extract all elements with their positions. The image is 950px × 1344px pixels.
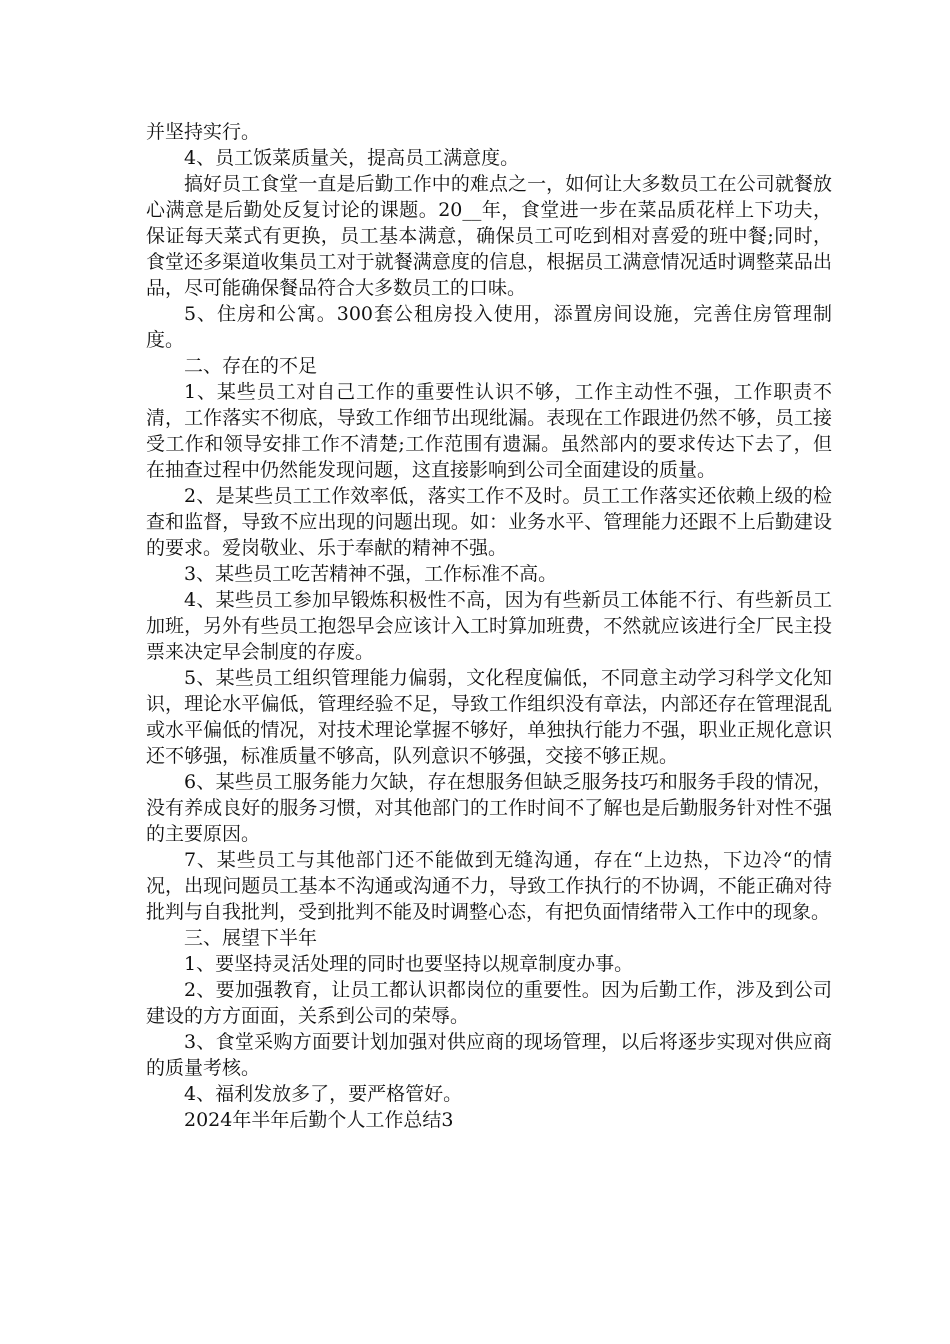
paragraph-shortcoming-2: 2、是某些员工工作效率低，落实工作不及时。员工工作落实还依赖上级的检查和监督，导致不应出现的问题出现。如：业务水平、管理能力还跟不上后勤建设的要求。爱岗敬业、乐于奉献的精神不强。 — [146, 485, 832, 559]
paragraph-canteen: 搞好员工食堂一直是后勤工作中的难点之一，如何让大多数员工在公司就餐放心满意是后勤处反复讨论的课题。20__年，食堂进一步在菜品质花样上下功夫，保证每天菜式有更换，员工基本满意，确保员工可吃到相对喜爱的班中餐;同时，食堂还多渠道收集员工对于就餐满意度的信息，根据员工满意情况适时调整菜品出品，尽可能确保餐品符合大多数员工的口味。 — [146, 173, 832, 299]
paragraph-outlook-1: 1、要坚持灵活处理的同时也要坚持以规章制度办事。 — [184, 953, 634, 975]
paragraph-shortcoming-4: 4、某些员工参加早锻炼积极性不高，因为有些新员工体能不行、有些新员工加班，另外有些员工抱怨早会应该计入工时算加班费，不然就应该进行全厂民主投票来决定早会制度的存废。 — [146, 589, 832, 663]
paragraph-shortcoming-3: 3、某些员工吃苦精神不强，工作标准不高。 — [184, 563, 558, 585]
paragraph-shortcoming-7: 7、某些员工与其他部门还不能做到无缝沟通，存在“上边热，下边冷“的情况，出现问题员工基本不沟通或沟通不力，导致工作执行的不协调，不能正确对待批判与自我批判，受到批判不能及时调整心态，有把负面情绪带入工作中的现象。 — [146, 849, 832, 923]
next-document-title: 2024年半年后勤个人工作总结3 — [184, 1109, 454, 1131]
section-heading-shortcomings: 二、存在的不足 — [184, 355, 318, 377]
paragraph-item-4-meals: 4、员工饭菜质量关，提高员工满意度。 — [184, 147, 520, 169]
paragraph-outlook-2: 2、要加强教育，让员工都认识都岗位的重要性。因为后勤工作，涉及到公司建设的方方面面，关系到公司的荣辱。 — [146, 979, 832, 1027]
paragraph-outlook-3: 3、食堂采购方面要计划加强对供应商的现场管理，以后将逐步实现对供应商的质量考核。 — [146, 1031, 832, 1079]
paragraph-item-5-housing: 5、住房和公寓。300套公租房投入使用，添置房间设施，完善住房管理制度。 — [146, 303, 832, 351]
paragraph-continuation: 并坚持实行。 — [146, 121, 261, 143]
document-body — [146, 119, 832, 1133]
section-heading-outlook: 三、展望下半年 — [184, 927, 318, 949]
paragraph-shortcoming-5: 5、某些员工组织管理能力偏弱，文化程度偏低，不同意主动学习科学文化知识，理论水平偏低，管理经验不足，导致工作组织没有章法，内部还存在管理混乱或水平偏低的情况，对技术理论掌握不够好，单独执行能力不强，职业正规化意识还不够强，标准质量不够高，队列意识不够强，交接不够正规。 — [146, 667, 832, 767]
paragraph-outlook-4: 4、福利发放多了，要严格管好。 — [184, 1083, 463, 1105]
paragraph-shortcoming-1: 1、某些员工对自己工作的重要性认识不够，工作主动性不强，工作职责不清，工作落实不彻底，导致工作细节出现纰漏。表现在工作跟进仍然不够，员工接受工作和领导安排工作不清楚;工作范围有遗漏。虽然部内的要求传达下去了，但在抽查过程中仍然能发现问题，这直接影响到公司全面建设的质量。 — [146, 381, 832, 481]
paragraph-shortcoming-6: 6、某些员工服务能力欠缺，存在想服务但缺乏服务技巧和服务手段的情况，没有养成良好的服务习惯，对其他部门的工作时间不了解也是后勤服务针对性不强的主要原因。 — [146, 771, 832, 845]
